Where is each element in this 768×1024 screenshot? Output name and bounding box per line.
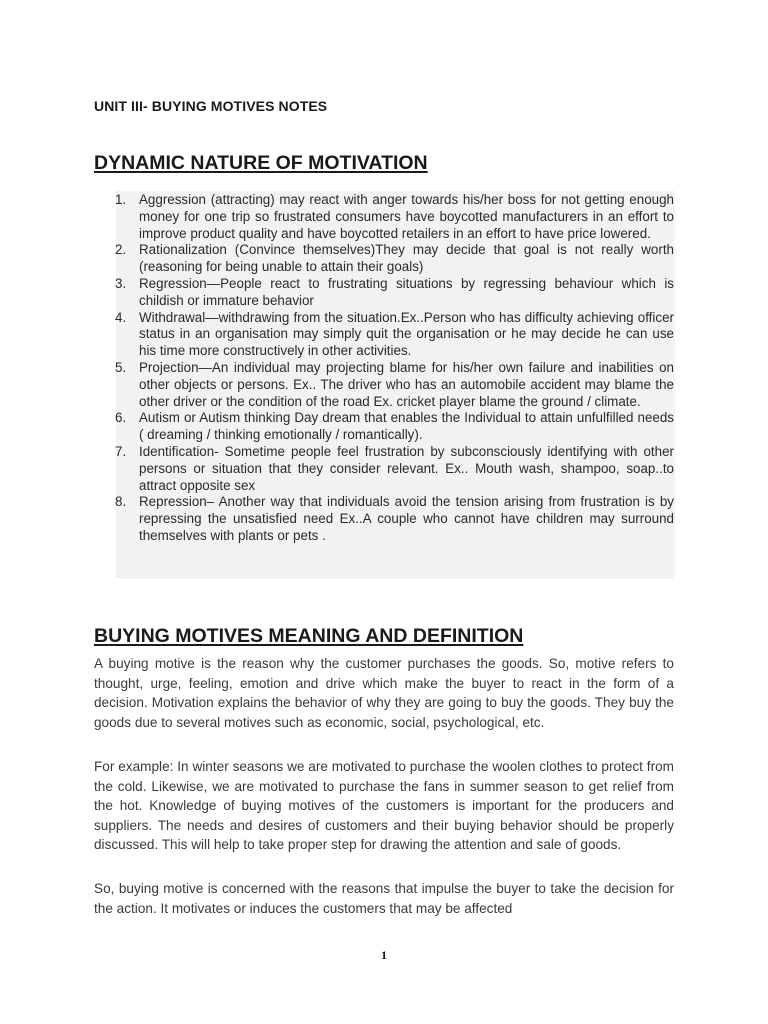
list-item-text: Aggression (attracting) may react with anger towards his/her boss for not getting enough money for one trip so frustrated consumers have boycotted manufacturers in an effort to improve product quality and have boycotted retailers in an effort to have price lowered. <box>139 192 674 241</box>
list-item-text: Rationalization (Convince themselves)They may decide that goal is not really worth (reasoning for being unable to attain their goals) <box>139 242 674 275</box>
section-heading-dynamic-nature: DYNAMIC NATURE OF MOTIVATION <box>94 152 428 174</box>
list-item <box>94 494 674 544</box>
list-item-number: 3. <box>115 275 127 291</box>
list-item-text: Autism or Autism thinking Day dream that enables the Individual to attain unfulfilled needs ( dreaming / thinking emotionally / romantically). <box>139 410 674 443</box>
list-item-number: 5. <box>115 359 127 375</box>
list-item-number: 6. <box>115 410 127 426</box>
list-item <box>94 242 674 276</box>
list-item-number: 1. <box>115 192 127 207</box>
list-item <box>94 192 674 242</box>
list-item <box>94 360 674 410</box>
paragraph-example: For example: In winter seasons we are motivated to purchase the woolen clothes to protect from the cold. Likewise, we are motivated to purchase the fans in summer season to get relief from the hot. Knowledge of buying motives of the customers is important for the producers and suppliers. The needs and desires of customers and their buying behavior should be properly discussed. This will help to take proper step for drawing the attention and sale of goods. <box>94 759 674 852</box>
page-number: 1 <box>381 948 387 962</box>
list-item <box>94 276 674 310</box>
unit-title: UNIT III- BUYING MOTIVES NOTES <box>94 98 328 114</box>
list-item-number: 7. <box>115 443 127 459</box>
list-item-text: Regression—People react to frustrating situations by regressing behaviour which is childish or immature behavior <box>139 275 674 308</box>
section-heading-buying-motives: BUYING MOTIVES MEANING AND DEFINITION <box>94 625 524 647</box>
list-item <box>94 444 674 494</box>
list-item-text: Repression– Another way that individuals avoid the tension arising from frustration is by repressing the unsatisfied need Ex..A couple who cannot have children may surround themselves with plants or pets . <box>139 494 674 543</box>
list-item-number: 2. <box>115 242 127 258</box>
list-item-number: 4. <box>115 309 127 325</box>
paragraph-definition: A buying motive is the reason why the customer purchases the goods. So, motive refers to thought, urge, feeling, emotion and drive which make the buyer to react in the form of a decision. Motivation explains the behavior of why they are going to buy the goods. They buy the goods due to several motives such as economic, social, psychological, etc. <box>94 656 674 730</box>
list-item-number: 8. <box>115 494 127 510</box>
list-item-text: Withdrawal—withdrawing from the situation.Ex..Person who has difficulty achieving officer status in an organisation may simply quit the organisation or he may decide he can use his time more constructively in other activities. <box>139 309 674 359</box>
list-item <box>94 310 674 360</box>
paragraph-conclusion: So, buying motive is concerned with the reasons that impulse the buyer to take the decision for the action. It motivates or induces the customers that may be affected <box>94 881 674 916</box>
list-item <box>94 410 674 444</box>
list-item-text: Projection—An individual may projecting blame for his/her own failure and inabilities on other objects or persons. Ex.. The driver who has an automobile accident may blame the other driver or the condition of the road Ex. cricket player blame the ground / climate. <box>139 359 674 409</box>
motives-list <box>94 192 674 545</box>
list-item-text: Identification- Sometime people feel frustration by subconsciously identifying with other persons or situation that they consider relevant. Ex.. Mouth wash, shampoo, soap..to attract opposite sex <box>139 443 674 493</box>
